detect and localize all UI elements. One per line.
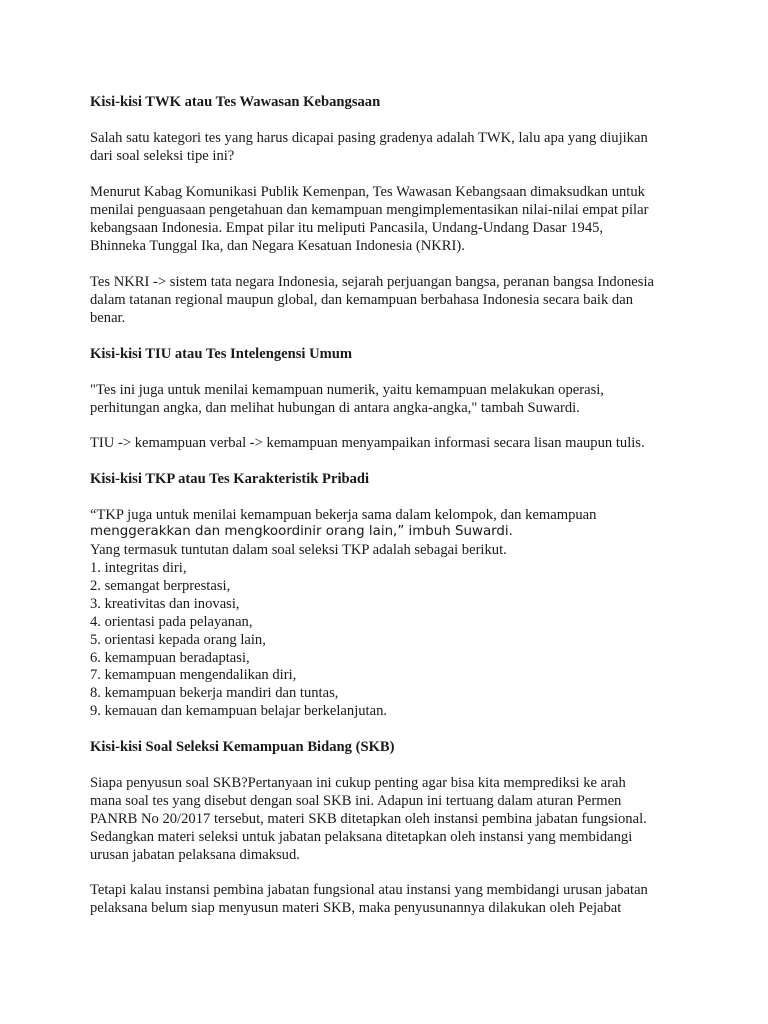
tkp-list-item: 9. kemauan dan kemampuan belajar berkelanjutan. [90, 703, 388, 719]
heading-skb: Kisi-kisi Soal Seleksi Kemampuan Bidang (SKB) [90, 739, 395, 755]
tiu-p1-line-1: "Tes ini juga untuk menilai kemampuan numerik, yaitu kemampuan melakukan operasi, [90, 382, 604, 398]
tkp-list-item: 3. kreativitas dan inovasi, [90, 596, 240, 612]
twk-p2-line-1: Menurut Kabag Komunikasi Publik Kemenpan, Tes Wawasan Kebangsaan dimaksudkan untuk [90, 184, 645, 200]
twk-p1-line-2: dari soal seleksi tipe ini? [90, 148, 235, 164]
tiu-p2-line-1: TIU -> kemampuan verbal -> kemampuan menyampaikan informasi secara lisan maupun tulis. [90, 435, 645, 451]
skb-p1-line-3: PANRB No 20/2017 tersebut, materi SKB ditetapkan oleh instansi pembina jabatan fungsional. [90, 811, 647, 827]
skb-p2-line-1: Tetapi kalau instansi pembina jabatan fungsional atau instansi yang membidangi urusan jabatan [90, 882, 648, 898]
heading-tiu: Kisi-kisi TIU atau Tes Intelengensi Umum [90, 346, 353, 362]
tkp-quote-line-1: “TKP juga untuk menilai kemampuan bekerja sama dalam kelompok, dan kemampuan [90, 507, 597, 523]
twk-p3-line-2: dalam tatanan regional maupun global, dan kemampuan berbahasa Indonesia secara baik dan [90, 292, 633, 308]
heading-tkp: Kisi-kisi TKP atau Tes Karakteristik Pribadi [90, 471, 370, 487]
skb-p2-line-2: pelaksana belum siap menyusun materi SKB, maka penyusunannya dilakukan oleh Pejabat [90, 900, 622, 916]
twk-p2-line-3: kebangsaan Indonesia. Empat pilar itu meliputi Pancasila, Undang-Undang Dasar 1945, [90, 220, 604, 236]
tkp-quote-line-2: menggerakkan dan mengkoordinir orang lain,” imbuh Suwardi. [90, 524, 513, 539]
skb-p1-line-2: mana soal tes yang disebut dengan soal SKB ini. Adapun ini tertuang dalam aturan Permen [90, 793, 622, 809]
twk-p3-line-3: benar. [90, 310, 126, 326]
tkp-list-item: 2. semangat berprestasi, [90, 578, 231, 594]
heading-twk: Kisi-kisi TWK atau Tes Wawasan Kebangsaan [90, 94, 381, 110]
tkp-list-item: 7. kemampuan mengendalikan diri, [90, 667, 297, 683]
skb-p1-line-4: Sedangkan materi seleksi untuk jabatan pelaksana ditetapkan oleh instansi yang membidangi [90, 829, 633, 845]
tkp-list-item: 8. kemampuan bekerja mandiri dan tuntas, [90, 685, 339, 701]
skb-p1-line-1: Siapa penyusun soal SKB?Pertanyaan ini cukup penting agar bisa kita memprediksi ke arah [90, 775, 626, 791]
skb-p1-line-5: urusan jabatan pelaksana dimaksud. [90, 847, 300, 863]
twk-p3-line-1: Tes NKRI -> sistem tata negara Indonesia, sejarah perjuangan bangsa, peranan bangsa Indonesia [90, 274, 654, 290]
tkp-list-item: 6. kemampuan beradaptasi, [90, 650, 250, 666]
tkp-list-item: 5. orientasi kepada orang lain, [90, 632, 266, 648]
twk-p2-line-2: menilai penguasaan pengetahuan dan kemampuan mengimplementasikan nilai-nilai empat pilar [90, 202, 649, 218]
tkp-list-item: 4. orientasi pada pelayanan, [90, 614, 253, 630]
tkp-intro: Yang termasuk tuntutan dalam soal seleksi TKP adalah sebagai berikut. [90, 542, 507, 558]
twk-p2-line-4: Bhinneka Tunggal Ika, dan Negara Kesatuan Indonesia (NKRI). [90, 238, 465, 254]
tkp-list-item: 1. integritas diri, [90, 560, 187, 576]
twk-p1-line-1: Salah satu kategori tes yang harus dicapai pasing gradenya adalah TWK, lalu apa yang diujikan [90, 130, 648, 146]
tiu-p1-line-2: perhitungan angka, dan melihat hubungan di antara angka-angka," tambah Suwardi. [90, 400, 580, 416]
